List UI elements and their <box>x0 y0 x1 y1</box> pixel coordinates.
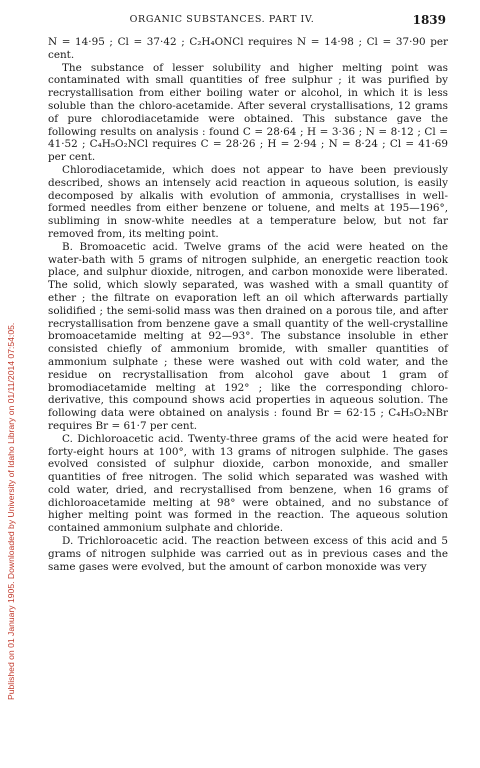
page-number: 1839 <box>412 13 446 27</box>
paragraph-chlorodiacetamide-properties: Chlorodiacetamide, which does not appear to have been previously described, shows an intensely acid reaction in aqueous solution, is easily decomposed by alkalis with evolution of ammonia, crystallises in well-formed needles from either benzene or toluene, and melts at 195—196°, subliming in snow-white needles at a temperature below, but not far removed from, its melting point. <box>48 163 448 240</box>
paragraph-dichloroacetic-acid: C. Dichloroacetic acid. Twenty-three grams of the acid were heated for forty-eight hours at 100°, with 13 grams of nitrogen sulphide. The gases evolved consisted of sulphur dioxide, carbon monoxide, and smaller quantities of free nitrogen. The solid which separated was washed with cold water, dried, and recrystallised from benzene, when 16 grams of dichloroacetamide melting at 98° were obtained, and no substance of higher melting point was formed in the reaction. The aqueous solution contained ammonium sulphate and chloride. <box>48 432 448 535</box>
page-header <box>62 14 446 28</box>
download-notice <box>6 60 18 700</box>
article-body <box>48 36 448 573</box>
paragraph-trichloroacetic-acid: D. Trichloroacetic acid. The reaction between excess of this acid and 5 grams of nitrogen sulphide was carried out as in previous cases and the same gases were evolved, but the amount of carbon monoxide was very <box>48 535 448 573</box>
running-title: ORGANIC SUBSTANCES. PART IV. <box>129 14 315 25</box>
paragraph-analysis-line: N = 14·95 ; Cl = 37·42 ; C₂H₄ONCl requires N = 14·98 ; Cl = 37·90 per cent. <box>48 36 448 61</box>
paragraph-bromoacetic-acid: B. Bromoacetic acid. Twelve grams of the acid were heated on the water-bath with 5 grams of nitrogen sulphide, an energetic reaction took place, and sulphur dioxide, nitrogen, and carbon monoxide were liberated. The solid, which slowly separated, was washed with a small quantity of ether ; the filtrate on evaporation left an oil which afterwards partially solidified ; the semi-solid mass was then drained on a porous tile, and after recrystallisation from benzene gave a small quantity of the well-crystalline bromoacetamide melting at 92—93°. The substance insoluble in ether consisted chiefly of ammonium bromide, with smaller quantities of ammonium sulphate ; these were washed out with cold water, and the residue on recrystallisation from alcohol gave about 1 gram of bromodiacetamide melting at 192° ; like the corresponding chloro-derivative, this compound shows acid properties in aqueous solution. The following data were obtained on analysis : found Br = 62·15 ; C₄H₅O₂NBr requires Br = 61·7 per cent. <box>48 240 448 432</box>
download-notice-text: Published on 01 January 1905. Downloaded by University of Idaho Library on 01/11/2014 07:54:05. <box>6 322 16 700</box>
paragraph-chlorodiacetamide-purification: The substance of lesser solubility and higher melting point was contaminated with small quantities of free sulphur ; it was purified by recrystallisation from either boiling water or alcohol, in which it is less soluble than the chloro-acetamide. After several crystallisations, 12 grams of pure chlorodiacetamide were obtained. This substance gave the following results on analysis : found C = 28·64 ; H = 3·36 ; N = 8·12 ; Cl = 41·52 ; C₄H₅O₂NCl requires C = 28·26 ; H = 2·94 ; N = 8·24 ; Cl = 41·69 per cent. <box>48 61 448 164</box>
